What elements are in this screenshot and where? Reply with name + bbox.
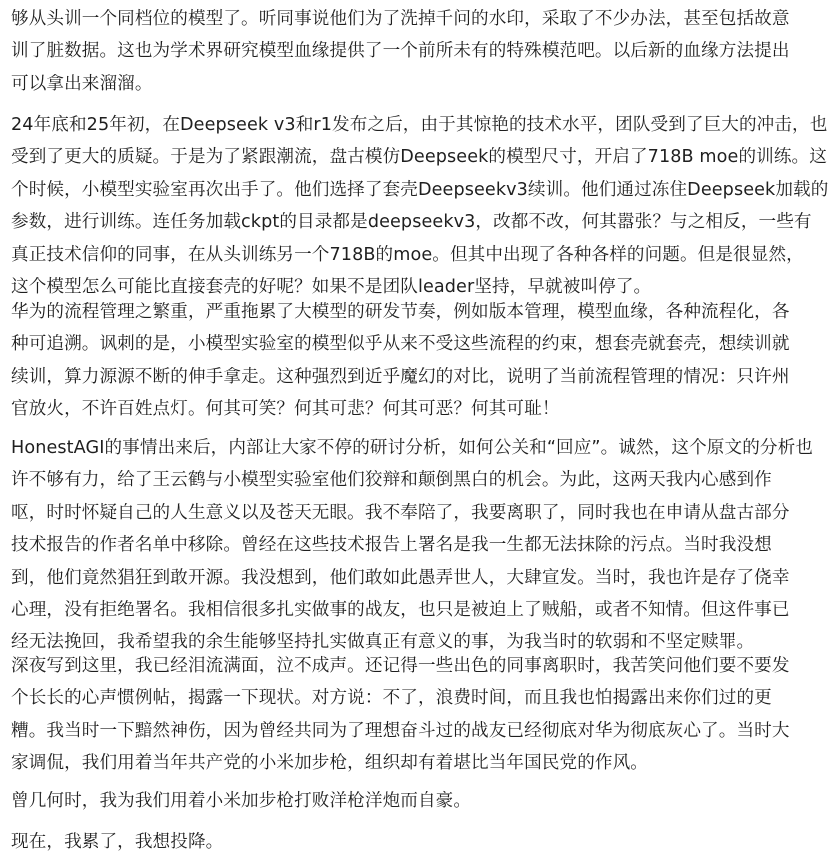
paragraph-4-line-3: 呕，时时怀疑自己的人生意义以及苍天无眼。我不奉陪了，我要离职了，同时我也在申请从盘古部分 [11, 502, 790, 523]
paragraph-2-line-2: 受到了更大的质疑。于是为了紧跟潮流，盘古模仿Deepseek的模型尺寸，开启了718B moe的训练。这 [11, 147, 827, 168]
paragraph-3-line-3: 续训，算力源源不断的伸手拿走。这种强烈到近乎魔幻的对比，说明了当前流程管理的情况：只许州 [11, 366, 790, 387]
paragraph-1 [11, 3, 790, 100]
paragraph-2-line-1: 24年底和25年初，在Deepseek v3和r1发布之后，由于其惊艳的技术水平，团队受到了巨大的冲击，也 [11, 115, 828, 135]
paragraph-5 [11, 650, 790, 780]
paragraph-4-line-4: 技术报告的作者名单中移除。曾经在这些技术报告上署名是我一生都无法抹除的污点。当时我没想 [11, 535, 772, 556]
paragraph-5-line-2: 个长长的心声惯例帖，揭露一下现状。对方说：不了，浪费时间，而且我也怕揭露出来你们过的更 [11, 688, 772, 709]
paragraph-2 [11, 109, 828, 303]
paragraph-1-line-3: 可以拿出来溜溜。 [11, 73, 153, 94]
paragraph-7-line-1: 现在，我累了，我想投降。 [11, 832, 224, 852]
paragraph-3-line-1: 华为的流程管理之繁重，严重拖累了大模型的研发节奏，例如版本管理，模型血缘，各种流程化，各 [11, 302, 790, 322]
paragraph-4-line-2: 许不够有力，给了王云鹤与小模型实验室他们狡辩和颠倒黑白的机会。为此，这两天我内心感到作 [11, 470, 772, 491]
paragraph-5-line-3: 糟。我当时一下黯然神伤，因为曾经共同为了理想奋斗过的战友已经彻底对华为彻底灰心了。当时大 [11, 720, 790, 741]
paragraph-4-line-5: 到，他们竟然猖狂到敢开源。我没想到，他们敢如此愚弄世人，大肆宣发。当时，我也许是存了侥幸 [11, 567, 790, 588]
paragraph-2-line-4: 参数，进行训练。连任务加载ckpt的目录都是deepseekv3，改都不改，何其嚣张？与之相反，一些有 [11, 212, 812, 233]
paragraph-5-line-1: 深夜写到这里，我已经泪流满面，泣不成声。还记得一些出色的同事离职时，我苦笑问他们要不要发 [11, 656, 790, 676]
paragraph-2-line-3: 个时候，小模型实验室再次出手了。他们选择了套壳Deepseekv3续训。他们通过冻住Deepseek加载的 [11, 179, 829, 200]
paragraph-7 [11, 826, 223, 858]
paragraph-5-line-4: 家调侃，我们用着当年共产党的小米加步枪，组织却有着堪比当年国民党的作风。 [11, 753, 648, 774]
paragraph-4-line-7: 经无法挽回，我希望我的余生能够坚持扎实做真正有意义的事，为我当时的软弱和不坚定赎罪。 [11, 632, 755, 653]
paragraph-1-line-2: 训了脏数据。这也为学术界研究模型血缘提供了一个前所未有的特殊模范吧。以后新的血缘方法提出 [11, 41, 790, 62]
paragraph-3-line-2: 种可追溯。讽刺的是，小模型实验室的模型似乎从来不受这些流程的约束，想套壳就套壳，想续训就 [11, 334, 790, 355]
paragraph-4 [11, 432, 813, 659]
paragraph-2-line-5: 真正技术信仰的同事，在从头训练另一个718B的moe。但其中出现了各种各样的问题。但是很显然， [11, 244, 804, 265]
paragraph-2-line-6: 这个模型怎么可能比直接套壳的好呢？如果不是团队leader坚持，早就被叫停了。 [11, 277, 652, 298]
paragraph-6 [11, 785, 471, 817]
paragraph-6-line-1: 曾几何时，我为我们用着小米加步枪打败洋枪洋炮而自豪。 [11, 791, 472, 811]
paragraph-1-line-1: 够从头训一个同档位的模型了。听同事说他们为了洗掉千问的水印，采取了不少办法，甚至包括故意 [11, 9, 790, 29]
paragraph-3-line-4: 官放火，不许百姓点灯。何其可笑？何其可悲？何其可恶？何其可耻！ [11, 399, 560, 420]
paragraph-3 [11, 296, 790, 426]
paragraph-4-line-1: HonestAGI的事情出来后，内部让大家不停的研讨分析，如何公关和“回应”。诚然，这个原文的分析也 [11, 438, 813, 458]
paragraph-4-line-6: 心理，没有拒绝署名。我相信很多扎实做事的战友，也只是被迫上了贼船，或者不知情。但这件事已 [11, 600, 790, 621]
